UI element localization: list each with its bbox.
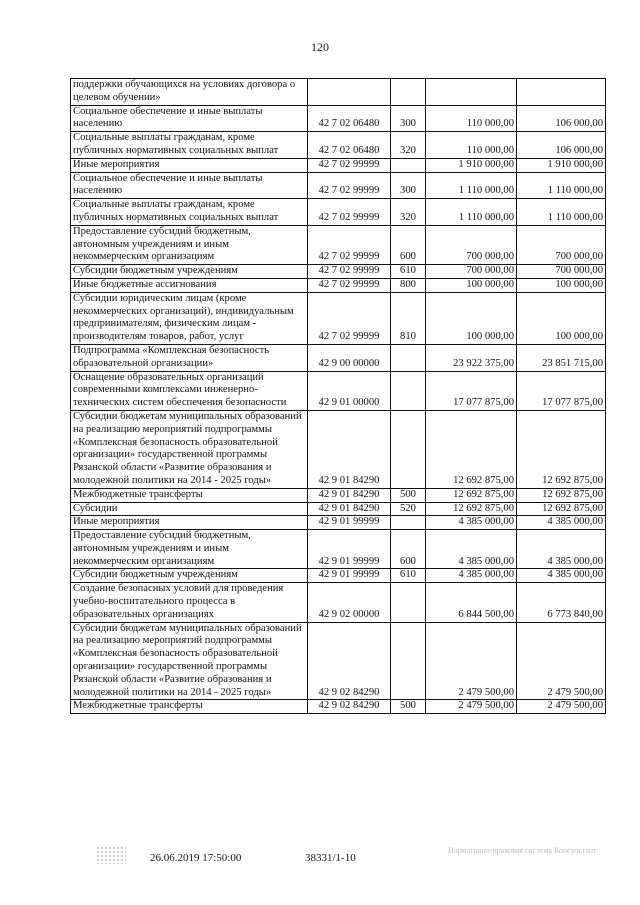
row-expense-type: 320 [391,199,426,226]
row-name: Социальное обеспечение и иные выплаты населению [71,105,308,132]
row-code [308,79,391,106]
table-row [71,700,606,714]
row-sum-year2: 6 773 840,00 [517,583,606,622]
row-expense-type: 500 [391,488,426,502]
row-sum-year1: 23 922 375,00 [426,344,517,371]
page-number: 120 [311,40,329,54]
table-row [71,410,606,488]
table-row [71,158,606,172]
row-name: Межбюджетные трансферты [71,700,308,714]
row-sum-year1: 110 000,00 [426,132,517,159]
row-code: 42 9 01 99999 [308,569,391,583]
table-row [71,172,606,199]
row-sum-year2: 100 000,00 [517,292,606,344]
table-row [71,265,606,279]
stamp-logo-icon [96,846,126,864]
row-sum-year2: 100 000,00 [517,278,606,292]
row-name: Субсидии бюджетам муниципальных образований на реализацию мероприятий подпрограммы «Комплексная безопасность образовательной организации» государственной программы Рязанской области «Развитие образования и молодежной политики на 2014 - 2025 годы» [71,622,308,700]
table-row [71,344,606,371]
row-sum-year1: 700 000,00 [426,225,517,264]
table-row [71,371,606,410]
row-sum-year1: 12 692 875,00 [426,410,517,488]
row-sum-year2: 1 110 000,00 [517,172,606,199]
row-sum-year1: 12 692 875,00 [426,488,517,502]
row-sum-year2: 2 479 500,00 [517,622,606,700]
row-sum-year1: 4 385 000,00 [426,569,517,583]
row-sum-year1: 2 479 500,00 [426,700,517,714]
table-body [71,79,606,714]
row-code: 42 9 01 99999 [308,516,391,530]
row-name: Оснащение образовательных организаций современными комплексами инженерно-технических систем обеспечения безопасности [71,371,308,410]
row-name: Предоставление субсидий бюджетным, автономным учреждениям и иным некоммерческим организациям [71,530,308,569]
table-row [71,278,606,292]
table-row [71,569,606,583]
row-sum-year2: 4 385 000,00 [517,530,606,569]
row-sum-year1: 1 110 000,00 [426,199,517,226]
row-name: Субсидии юридическим лицам (кроме некоммерческих организаций), индивидуальным предпринимателям, физическим лицам - производителям товаров, работ, услуг [71,292,308,344]
row-sum-year1: 700 000,00 [426,265,517,279]
row-expense-type: 610 [391,569,426,583]
budget-table [70,78,606,714]
footer-date: 26.06.2019 17:50:00 [150,852,242,864]
table-row [71,583,606,622]
row-code: 42 9 01 00000 [308,371,391,410]
table-row [71,488,606,502]
row-code: 42 9 01 84290 [308,502,391,516]
row-code: 42 7 02 99999 [308,278,391,292]
row-sum-year1: 1 110 000,00 [426,172,517,199]
row-sum-year2: 1 110 000,00 [517,199,606,226]
row-sum-year2: 106 000,00 [517,132,606,159]
row-name: Социальные выплаты гражданам, кроме публичных нормативных социальных выплат [71,199,308,226]
row-sum-year2: 12 692 875,00 [517,502,606,516]
row-expense-type: 500 [391,700,426,714]
table-row [71,502,606,516]
row-name: Субсидии [71,502,308,516]
row-name: Субсидии бюджетным учреждениям [71,265,308,279]
row-expense-type [391,344,426,371]
table-row [71,292,606,344]
row-sum-year2: 700 000,00 [517,265,606,279]
row-expense-type [391,79,426,106]
row-expense-type [391,622,426,700]
row-code: 42 7 02 06480 [308,105,391,132]
row-code: 42 7 02 06480 [308,132,391,159]
row-name: Иные бюджетные ассигнования [71,278,308,292]
row-expense-type [391,371,426,410]
row-name: Иные мероприятия [71,516,308,530]
row-expense-type [391,158,426,172]
row-sum-year2: 4 385 000,00 [517,516,606,530]
row-name: поддержки обучающихся на условиях договора о целевом обучении» [71,79,308,106]
row-expense-type: 800 [391,278,426,292]
row-expense-type [391,410,426,488]
row-sum-year1: 100 000,00 [426,278,517,292]
table-row [71,530,606,569]
table-row [71,105,606,132]
row-expense-type: 600 [391,225,426,264]
row-sum-year2: 12 692 875,00 [517,410,606,488]
row-sum-year2: 4 385 000,00 [517,569,606,583]
table-row [71,79,606,106]
row-code: 42 7 02 99999 [308,265,391,279]
row-sum-year1 [426,79,517,106]
row-name: Социальное обеспечение и иные выплаты населению [71,172,308,199]
row-code: 42 9 02 84290 [308,622,391,700]
row-sum-year1: 4 385 000,00 [426,516,517,530]
row-expense-type: 300 [391,105,426,132]
row-sum-year1: 110 000,00 [426,105,517,132]
row-sum-year1: 2 479 500,00 [426,622,517,700]
table-row [71,225,606,264]
row-code: 42 7 02 99999 [308,225,391,264]
row-sum-year2: 23 851 715,00 [517,344,606,371]
row-sum-year1: 4 385 000,00 [426,530,517,569]
row-name: Создание безопасных условий для проведения учебно-воспитательного процесса в образовательных организациях [71,583,308,622]
row-sum-year2: 17 077 875,00 [517,371,606,410]
row-code: 42 9 02 00000 [308,583,391,622]
row-expense-type: 320 [391,132,426,159]
row-expense-type: 600 [391,530,426,569]
row-sum-year1: 100 000,00 [426,292,517,344]
row-sum-year2 [517,79,606,106]
row-code: 42 9 01 99999 [308,530,391,569]
row-code: 42 9 01 84290 [308,410,391,488]
row-sum-year1: 1 910 000,00 [426,158,517,172]
row-name: Подпрограмма «Комплексная безопасность образовательной организации» [71,344,308,371]
row-code: 42 7 02 99999 [308,172,391,199]
stamp-watermark: Нормативно-правовая система Консультант [448,846,597,855]
row-expense-type: 520 [391,502,426,516]
row-sum-year1: 6 844 500,00 [426,583,517,622]
row-sum-year1: 12 692 875,00 [426,502,517,516]
row-code: 42 7 02 99999 [308,292,391,344]
row-code: 42 9 01 84290 [308,488,391,502]
footer-ref: 38331/1-10 [305,852,356,864]
table-row [71,516,606,530]
row-code: 42 9 00 00000 [308,344,391,371]
row-expense-type: 610 [391,265,426,279]
row-code: 42 9 02 84290 [308,700,391,714]
row-sum-year2: 12 692 875,00 [517,488,606,502]
row-name: Предоставление субсидий бюджетным, автономным учреждениям и иным некоммерческим организациям [71,225,308,264]
row-sum-year2: 2 479 500,00 [517,700,606,714]
row-expense-type: 810 [391,292,426,344]
row-sum-year1: 17 077 875,00 [426,371,517,410]
table-row [71,622,606,700]
row-name: Социальные выплаты гражданам, кроме публичных нормативных социальных выплат [71,132,308,159]
row-sum-year2: 106 000,00 [517,105,606,132]
row-sum-year2: 1 910 000,00 [517,158,606,172]
row-expense-type [391,583,426,622]
row-name: Субсидии бюджетам муниципальных образований на реализацию мероприятий подпрограммы «Комплексная безопасность образовательной организации» государственной программы Рязанской области «Развитие образования и молодежной политики на 2014 - 2025 годы» [71,410,308,488]
table-row [71,132,606,159]
table-row [71,199,606,226]
row-expense-type: 300 [391,172,426,199]
row-name: Субсидии бюджетным учреждениям [71,569,308,583]
row-name: Иные мероприятия [71,158,308,172]
row-code: 42 7 02 99999 [308,199,391,226]
row-code: 42 7 02 99999 [308,158,391,172]
row-name: Межбюджетные трансферты [71,488,308,502]
row-sum-year2: 700 000,00 [517,225,606,264]
row-expense-type [391,516,426,530]
